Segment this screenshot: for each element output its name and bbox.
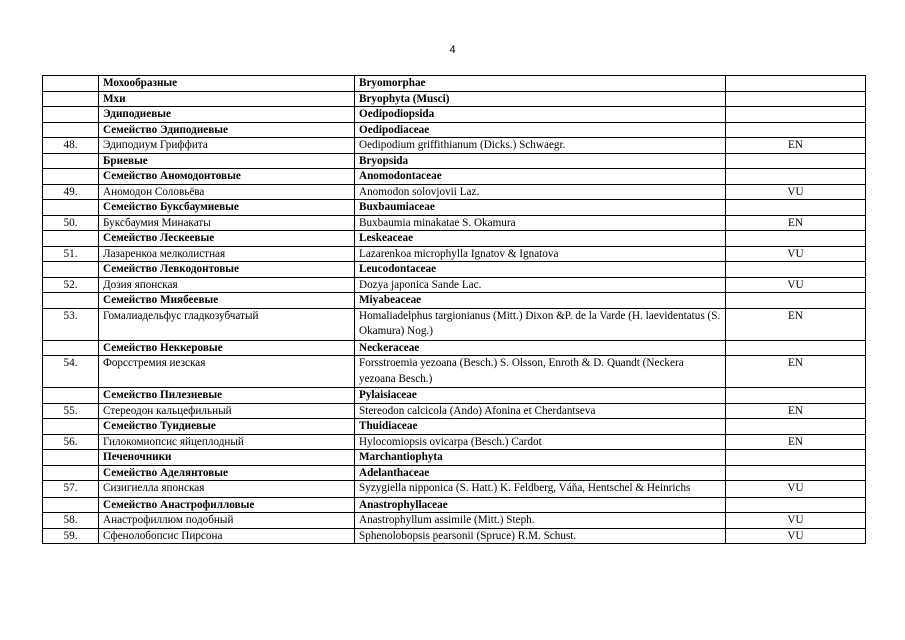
status-cell (726, 262, 866, 278)
status-cell: VU (726, 513, 866, 529)
taxon-group-row (43, 419, 866, 435)
species-row (43, 403, 866, 419)
row-number-cell (43, 450, 99, 466)
russian-name-cell: Семейство Буксбаумиевые (99, 200, 355, 216)
row-number-cell (43, 293, 99, 309)
russian-name-cell: Сфенолобопсис Пирсона (99, 528, 355, 544)
latin-name-cell: Bryomorphae (355, 76, 726, 92)
row-number-cell: 57. (43, 481, 99, 498)
row-number-cell: 50. (43, 215, 99, 231)
latin-name-cell: Bryopsida (355, 153, 726, 169)
row-number-cell: 49. (43, 184, 99, 200)
taxon-group-row (43, 169, 866, 185)
russian-name-cell: Семейство Пилезиевые (99, 388, 355, 404)
species-table-body (43, 76, 866, 544)
status-cell (726, 231, 866, 247)
taxon-group-row (43, 293, 866, 309)
status-cell: EN (726, 356, 866, 388)
latin-name-cell: Oedipodiaceae (355, 122, 726, 138)
status-cell: VU (726, 277, 866, 293)
row-number-cell (43, 91, 99, 107)
species-row (43, 481, 866, 498)
status-cell (726, 200, 866, 216)
status-cell: EN (726, 434, 866, 450)
latin-name-cell: Anomodontaceae (355, 169, 726, 185)
taxon-group-row (43, 76, 866, 92)
status-cell (726, 107, 866, 123)
latin-name-cell: Miyabeaceae (355, 293, 726, 309)
species-row (43, 434, 866, 450)
page-number: 4 (449, 44, 456, 56)
species-row (43, 215, 866, 231)
status-cell (726, 153, 866, 169)
row-number-cell (43, 465, 99, 481)
latin-name-cell: Sphenolobopsis pearsonii (Spruce) R.M. Schust. (355, 528, 726, 544)
row-number-cell (43, 340, 99, 356)
row-number-cell: 51. (43, 246, 99, 262)
row-number-cell (43, 388, 99, 404)
latin-name-cell: Leucodontaceae (355, 262, 726, 278)
latin-name-cell: Anastrophyllum assimile (Mitt.) Steph. (355, 513, 726, 529)
russian-name-cell: Семейство Туидиевые (99, 419, 355, 435)
latin-name-cell: Buxbaumia minakatae S. Okamura (355, 215, 726, 231)
latin-name-cell: Adelanthaceae (355, 465, 726, 481)
russian-name-cell: Стереодон кальцефильный (99, 403, 355, 419)
row-number-cell (43, 200, 99, 216)
status-cell: EN (726, 138, 866, 154)
taxon-group-row (43, 91, 866, 107)
row-number-cell (43, 262, 99, 278)
latin-name-cell: Stereodon calcicola (Ando) Afonina et Cherdantseva (355, 403, 726, 419)
russian-name-cell: Форсстремия иезская (99, 356, 355, 388)
latin-name-cell: Anomodon solovjovii Laz. (355, 184, 726, 200)
latin-name-cell: Forsstroemia yezoana (Besch.) S. Olsson, Enroth & D. Quandt (Neckera yezoana Besch.) (355, 356, 726, 388)
russian-name-cell: Эдиподиум Гриффита (99, 138, 355, 154)
row-number-cell (43, 497, 99, 513)
russian-name-cell: Семейство Левкодонтовые (99, 262, 355, 278)
status-cell (726, 465, 866, 481)
russian-name-cell: Дозия японская (99, 277, 355, 293)
status-cell (726, 340, 866, 356)
russian-name-cell: Семейство Неккеровые (99, 340, 355, 356)
russian-name-cell: Гилокомиопсис яйцеплодный (99, 434, 355, 450)
species-row (43, 184, 866, 200)
status-cell: EN (726, 308, 866, 340)
status-cell (726, 91, 866, 107)
russian-name-cell: Мохообразные (99, 76, 355, 92)
row-number-cell (43, 122, 99, 138)
russian-name-cell: Эдиподиевые (99, 107, 355, 123)
row-number-cell: 53. (43, 308, 99, 340)
row-number-cell (43, 76, 99, 92)
taxon-group-row (43, 388, 866, 404)
taxon-group-row (43, 340, 866, 356)
status-cell (726, 450, 866, 466)
status-cell (726, 169, 866, 185)
species-row (43, 277, 866, 293)
taxon-group-row (43, 262, 866, 278)
taxon-group-row (43, 497, 866, 513)
row-number-cell (43, 419, 99, 435)
latin-name-cell: Leskeaceae (355, 231, 726, 247)
row-number-cell: 55. (43, 403, 99, 419)
russian-name-cell: Бриевые (99, 153, 355, 169)
row-number-cell (43, 169, 99, 185)
taxon-group-row (43, 153, 866, 169)
latin-name-cell: Oedipodium griffithianum (Dicks.) Schwaegr. (355, 138, 726, 154)
status-cell (726, 388, 866, 404)
row-number-cell: 54. (43, 356, 99, 388)
russian-name-cell: Буксбаумия Минакаты (99, 215, 355, 231)
row-number-cell (43, 231, 99, 247)
latin-name-cell: Anastrophyllaceae (355, 497, 726, 513)
status-cell (726, 497, 866, 513)
status-cell: VU (726, 246, 866, 262)
russian-name-cell: Семейство Миябеевые (99, 293, 355, 309)
taxon-group-row (43, 122, 866, 138)
russian-name-cell: Гомалиадельфус гладкозубчатый (99, 308, 355, 340)
latin-name-cell: Marchantiophyta (355, 450, 726, 466)
russian-name-cell: Семейство Аномодонтовые (99, 169, 355, 185)
russian-name-cell: Мхи (99, 91, 355, 107)
taxon-group-row (43, 465, 866, 481)
row-number-cell: 58. (43, 513, 99, 529)
status-cell (726, 76, 866, 92)
latin-name-cell: Syzygiella nipponica (S. Hatt.) K. Feldberg, Váňa, Hentschel & Heinrichs (355, 481, 726, 498)
latin-name-cell: Thuidiaceae (355, 419, 726, 435)
taxon-group-row (43, 200, 866, 216)
russian-name-cell: Семейство Эдиподиевые (99, 122, 355, 138)
latin-name-cell: Buxbaumiaceae (355, 200, 726, 216)
latin-name-cell: Homaliadelphus targionianus (Mitt.) Dixon &P. de la Varde (H. laevidentatus (S. Okamura) Nog.) (355, 308, 726, 340)
status-cell: VU (726, 481, 866, 498)
species-row (43, 356, 866, 388)
status-cell (726, 122, 866, 138)
russian-name-cell: Печеночники (99, 450, 355, 466)
latin-name-cell: Lazarenkoa microphylla Ignatov & Ignatova (355, 246, 726, 262)
russian-name-cell: Семейство Анастрофилловые (99, 497, 355, 513)
species-row (43, 513, 866, 529)
species-row (43, 138, 866, 154)
row-number-cell (43, 153, 99, 169)
latin-name-cell: Pylaisiaceae (355, 388, 726, 404)
row-number-cell: 48. (43, 138, 99, 154)
latin-name-cell: Bryophyta (Musci) (355, 91, 726, 107)
species-row (43, 528, 866, 544)
status-cell: VU (726, 184, 866, 200)
row-number-cell: 56. (43, 434, 99, 450)
species-row (43, 246, 866, 262)
taxon-group-row (43, 231, 866, 247)
latin-name-cell: Dozya japonica Sande Lac. (355, 277, 726, 293)
russian-name-cell: Сизигиелла японская (99, 481, 355, 498)
status-cell: VU (726, 528, 866, 544)
taxon-group-row (43, 450, 866, 466)
russian-name-cell: Анастрофиллюм подобный (99, 513, 355, 529)
row-number-cell: 52. (43, 277, 99, 293)
status-cell: EN (726, 403, 866, 419)
russian-name-cell: Семейство Лескеевые (99, 231, 355, 247)
latin-name-cell: Hylocomiopsis ovicarpa (Besch.) Cardot (355, 434, 726, 450)
taxon-group-row (43, 107, 866, 123)
russian-name-cell: Семейство Аделянтовые (99, 465, 355, 481)
russian-name-cell: Лазаренкоа мелколистная (99, 246, 355, 262)
row-number-cell: 59. (43, 528, 99, 544)
row-number-cell (43, 107, 99, 123)
russian-name-cell: Аномодон Соловьёва (99, 184, 355, 200)
status-cell (726, 419, 866, 435)
latin-name-cell: Neckeraceae (355, 340, 726, 356)
species-row (43, 308, 866, 340)
species-table (42, 75, 866, 544)
latin-name-cell: Oedipodiopsida (355, 107, 726, 123)
status-cell (726, 293, 866, 309)
status-cell: EN (726, 215, 866, 231)
